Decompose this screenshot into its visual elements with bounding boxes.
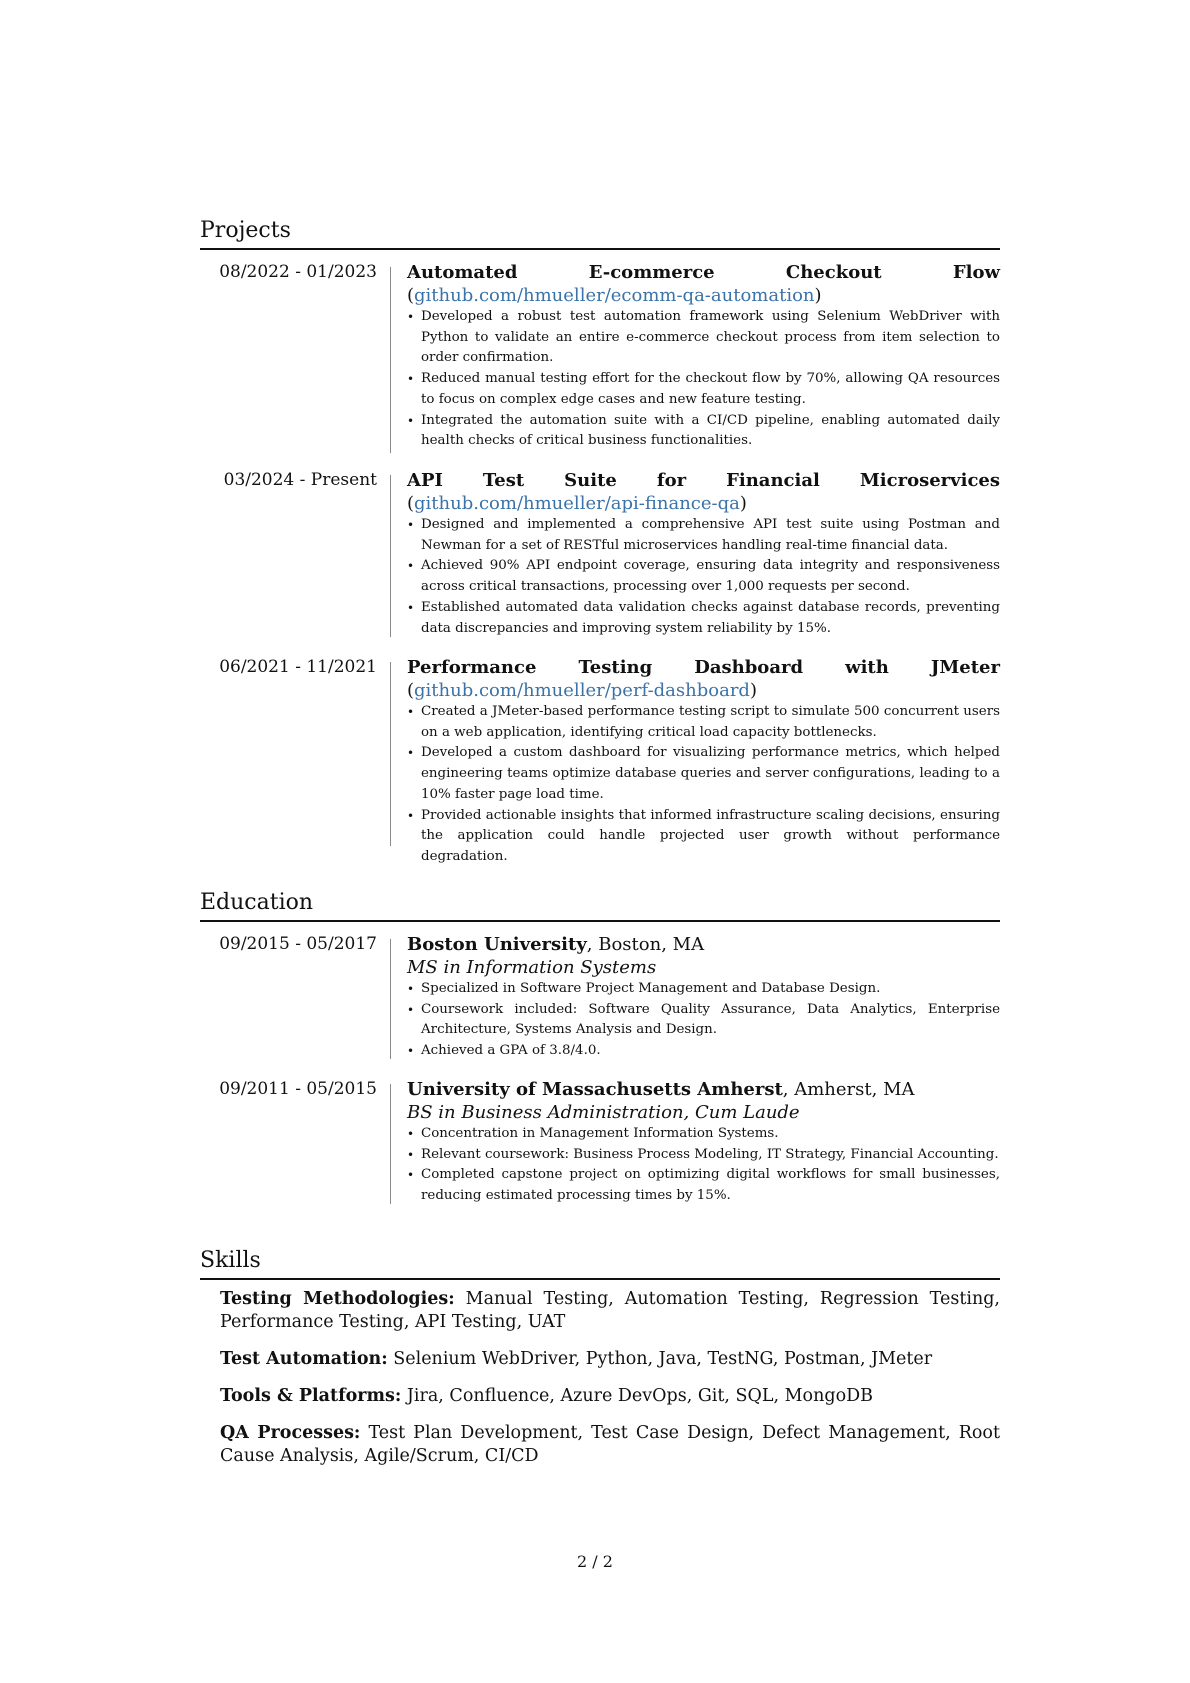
project-title: API Test Suite for Financial Microservices	[407, 470, 1000, 491]
project-bullet: • Established automated data validation checks against database records, preventing data discrepancies and improving system reliability by 15%.	[407, 598, 1000, 639]
project-title-line: API Test Suite for Financial Microservices (github.com/hmueller/api-finance-qa)	[407, 470, 1000, 514]
project-title: Performance Testing Dashboard with JMeter	[407, 657, 1000, 678]
timeline-divider	[390, 1084, 391, 1204]
project-link[interactable]: github.com/hmueller/perf-dashboard	[414, 680, 750, 701]
project-bullet: • Provided actionable insights that informed infrastructure scaling decisions, ensuring the application could handle projected user growth without performance degradation.	[407, 806, 1000, 868]
skill-row	[220, 1422, 1000, 1468]
education-heading: Education	[200, 890, 1000, 922]
degree: BS in Business Administration, Cum Laude	[407, 1102, 800, 1123]
school-name: Boston University	[407, 934, 587, 955]
education-date: 09/2015 - 05/2017	[219, 934, 377, 954]
timeline-divider	[390, 267, 391, 453]
skill-row	[220, 1288, 1000, 1334]
skills-heading: Skills	[200, 1248, 1000, 1280]
project-bullet: • Created a JMeter-based performance testing script to simulate 500 concurrent users on a web application, identifying critical load capacity bottlenecks.	[407, 702, 1000, 743]
project-title-line: Performance Testing Dashboard with JMeter (github.com/hmueller/perf-dashboard)	[407, 657, 1000, 701]
education-bullet: • Completed capstone project on optimizing digital workflows for small businesses, reducing estimated processing times by 15%.	[407, 1165, 1000, 1206]
timeline-divider	[390, 662, 391, 846]
skill-row	[220, 1385, 1000, 1408]
page-number: 2 / 2	[577, 1552, 613, 1571]
school-name: University of Massachusetts Amherst	[407, 1079, 783, 1100]
skill-value: Selenium WebDriver, Python, Java, TestNG, Postman, JMeter	[387, 1349, 933, 1369]
skill-label: Test Automation:	[220, 1349, 388, 1369]
project-bullet: • Reduced manual testing effort for the checkout flow by 70%, allowing QA resources to focus on complex edge cases and new feature testing.	[407, 369, 1000, 410]
skill-value: Manual Testing, Automation Testing, Regression Testing, Performance Testing, API Testing, UAT	[220, 1289, 1000, 1332]
skill-label: QA Processes:	[220, 1423, 361, 1443]
project-title-line: Automated E-commerce Checkout Flow (github.com/hmueller/ecomm-qa-automation)	[407, 262, 1000, 306]
project-bullet: • Developed a robust test automation framework using Selenium WebDriver with Python to validate an entire e-commerce checkout process from item selection to order confirmation.	[407, 307, 1000, 369]
education-title-line	[407, 1078, 1000, 1101]
degree: MS in Information Systems	[407, 957, 657, 978]
education-bullet: • Coursework included: Software Quality Assurance, Data Analytics, Enterprise Architecture, Systems Analysis and Design.	[407, 1000, 1000, 1041]
education-bullet: • Specialized in Software Project Management and Database Design.	[407, 979, 1000, 1000]
project-link[interactable]: github.com/hmueller/api-finance-qa	[414, 493, 740, 514]
education-bullet: • Achieved a GPA of 3.8/4.0.	[407, 1041, 1000, 1062]
timeline-divider	[390, 475, 391, 637]
school-location: , Boston, MA	[586, 934, 705, 955]
education-bullet: • Concentration in Management Information Systems.	[407, 1124, 1000, 1145]
skills-list	[220, 1288, 1000, 1482]
education-date: 09/2011 - 05/2015	[219, 1079, 377, 1099]
skill-label: Tools & Platforms:	[220, 1386, 402, 1406]
school-location: , Amherst, MA	[782, 1079, 915, 1100]
project-title: Automated E-commerce Checkout Flow	[407, 262, 1000, 283]
skill-value: Test Plan Development, Test Case Design, Defect Management, Root Cause Analysis, Agile/Scrum, CI/CD	[220, 1423, 1000, 1466]
project-link[interactable]: github.com/hmueller/ecomm-qa-automation	[414, 285, 815, 306]
education-title-line	[407, 933, 1000, 956]
project-date: 06/2021 - 11/2021	[219, 657, 377, 677]
project-date: 08/2022 - 01/2023	[219, 262, 377, 282]
skill-value: Jira, Confluence, Azure DevOps, Git, SQL, MongoDB	[401, 1386, 873, 1406]
skill-row	[220, 1348, 1000, 1371]
skill-label: Testing Methodologies:	[220, 1289, 455, 1309]
project-bullet: • Developed a custom dashboard for visualizing performance metrics, which helped engineering teams optimize database queries and server configurations, leading to a 10% faster page load time.	[407, 743, 1000, 805]
projects-heading: Projects	[200, 218, 1000, 250]
project-date: 03/2024 - Present	[223, 470, 377, 490]
project-bullet: • Designed and implemented a comprehensive API test suite using Postman and Newman for a set of RESTful microservices handling real-time financial data.	[407, 515, 1000, 556]
project-bullet: • Integrated the automation suite with a CI/CD pipeline, enabling automated daily health checks of critical business functionalities.	[407, 411, 1000, 452]
project-bullet: • Achieved 90% API endpoint coverage, ensuring data integrity and responsiveness across critical transactions, processing over 1,000 requests per second.	[407, 556, 1000, 597]
education-bullet: • Relevant coursework: Business Process Modeling, IT Strategy, Financial Accounting.	[407, 1145, 1000, 1166]
timeline-divider	[390, 939, 391, 1059]
